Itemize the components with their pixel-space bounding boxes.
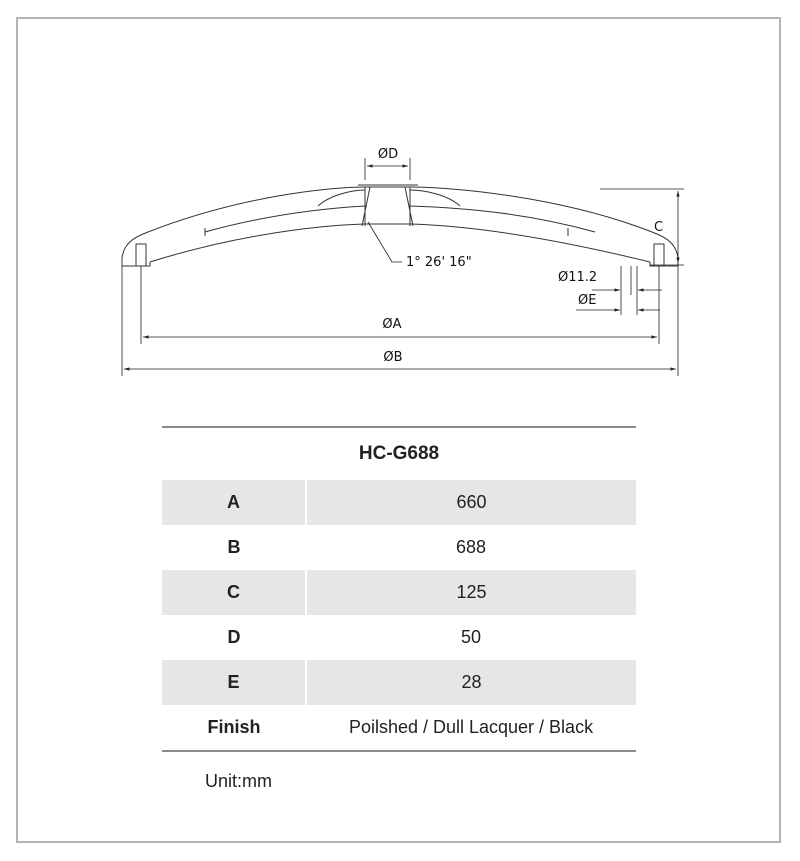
table-row [162, 615, 636, 660]
row-key: B [227, 537, 241, 557]
row-key: Finish [162, 705, 306, 751]
dia-a-label: ØA [382, 317, 402, 332]
technical-drawing [0, 0, 800, 420]
table-row [162, 705, 636, 751]
row-key: D [227, 627, 241, 647]
row-key: C [162, 570, 306, 615]
model-name: HC-G688 [162, 427, 636, 480]
unit-note: Unit:mm [205, 771, 272, 791]
spec-title-row [162, 427, 636, 480]
table-row [162, 525, 636, 570]
spec-table [162, 426, 636, 752]
row-key: A [162, 480, 306, 525]
table-row [162, 660, 636, 705]
row-value: 125 [306, 570, 636, 615]
row-value: 688 [455, 537, 487, 557]
dia-b-label: ØB [383, 350, 403, 365]
row-value: 50 [460, 627, 482, 647]
angle-label: 1° 26' 16" [406, 255, 472, 270]
row-value: 28 [306, 660, 636, 705]
dim-c-label: C [654, 220, 664, 235]
dimension-lines [122, 158, 684, 376]
row-value: Poilshed / Dull Lacquer / Black [306, 705, 636, 751]
table-row [162, 570, 636, 615]
table-row [162, 480, 636, 525]
row-value: 660 [306, 480, 636, 525]
hole-diameter-label: Ø11.2 [558, 270, 598, 285]
row-key: E [162, 660, 306, 705]
handle-profile [122, 185, 678, 266]
dia-d-label: ØD [377, 147, 399, 162]
dia-e-label: ØE [578, 293, 597, 308]
